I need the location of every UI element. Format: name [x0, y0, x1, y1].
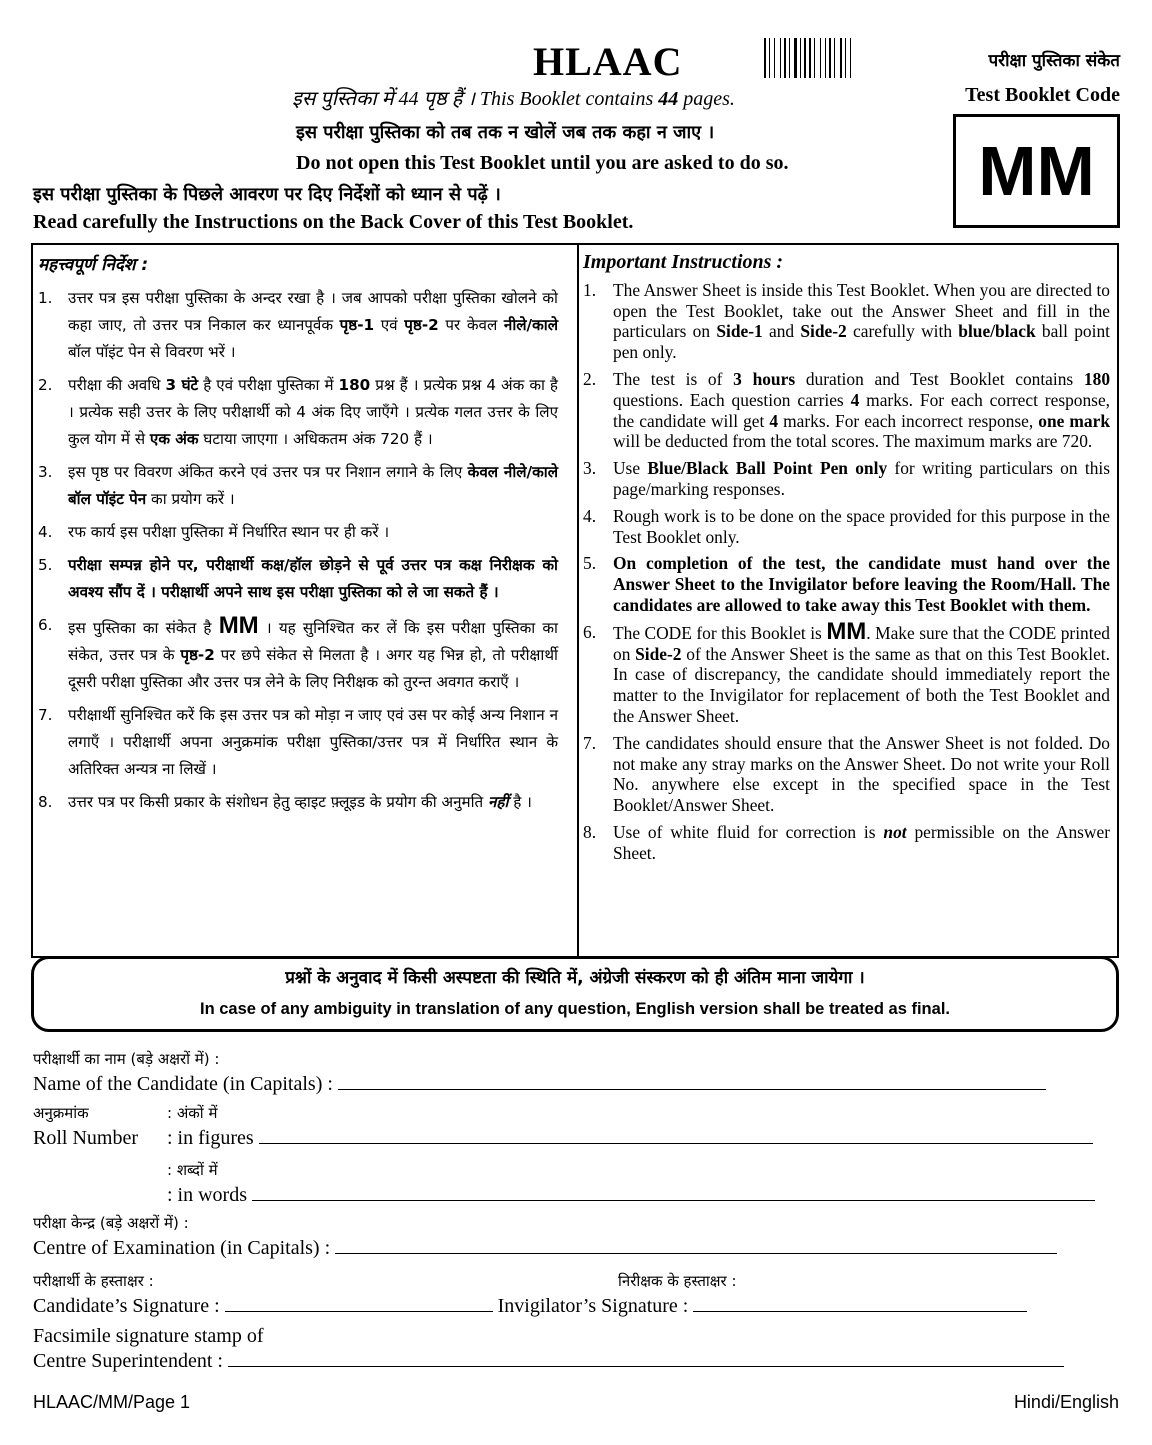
- barcode-bar: [798, 38, 799, 78]
- barcode-bar: [827, 38, 828, 78]
- barcode-bar: [812, 38, 813, 78]
- barcode-bar: [845, 38, 846, 78]
- roll-words-label-hindi: : शब्दों में: [167, 1161, 218, 1179]
- barcode-bar: [802, 38, 803, 78]
- barcode-bar: [809, 38, 811, 78]
- barcode-bar: [834, 38, 835, 78]
- barcode-bar: [822, 38, 824, 78]
- translation-notice-hindi: प्रश्नों के अनुवाद में किसी अस्पष्टता की स्थिति में, अंग्रेजी संस्करण को ही अंतिम माना जायेगा ।: [285, 968, 865, 988]
- roll-words-row: [167, 1184, 1095, 1207]
- barcode-bar: [764, 38, 766, 78]
- booklet-code-label-hindi: परीक्षा पुस्तिका संकेत: [988, 51, 1120, 71]
- language-label: Hindi/English: [1013, 1392, 1119, 1412]
- instruction-en-6: 6. The CODE for this Booklet is MM. Make sure that the CODE printed on Side-2 of the Answer Sheet is the same as that on this Test Booklet. In case of discrepancy, the candidate should immediately report the matter to the Invigilator for replacement of both the Test Booklet and the Answer Sheet.: [583, 617, 1110, 726]
- page-reference: HLAAC/MM/Page 1: [33, 1392, 191, 1412]
- instruction-en-2: 2. The test is of 3 hours duration and Test Booklet contains 180 questions. Each question carries 4 marks. For each correct response, the candidate will get 4 marks. For each incorrect response, one mark will be deducted from the total scores. The maximum marks are 720.: [583, 368, 1111, 452]
- barcode-bar: [847, 38, 849, 78]
- column-divider: [577, 245, 579, 956]
- name-label: Name of the Candidate (in Capitals) :: [33, 1073, 333, 1095]
- centre-row: [33, 1237, 1057, 1260]
- barcode-bar: [807, 38, 808, 78]
- barcode-bar: [780, 38, 781, 78]
- centre-field[interactable]: [335, 1237, 1057, 1254]
- facsimile-label-line1: Facsimile signature stamp of: [33, 1325, 264, 1347]
- translation-notice: [31, 956, 1119, 1032]
- name-label-hindi: परीक्षार्थी का नाम (बड़े अक्षरों में) :: [33, 1050, 220, 1068]
- barcode-bar: [794, 38, 797, 78]
- roll-words-label: : in words: [167, 1184, 247, 1206]
- facsimile-label-line2: Centre Superintendent :: [33, 1350, 223, 1372]
- barcode-bar: [836, 38, 839, 78]
- barcode-bar: [820, 38, 821, 78]
- centre-label: Centre of Examination (in Capitals) :: [33, 1237, 331, 1259]
- read-back-cover-hindi: इस परीक्षा पुस्तिका के पिछले आवरण पर दिए निर्देशों को ध्यान से पढ़ें ।: [33, 184, 501, 205]
- instruction-en-5: 5. On completion of the test, the candidate must hand over the Answer Sheet to the Invigilator before leaving the Room/Hall. The candidates are allowed to take away this Test Booklet with them.: [583, 553, 1110, 615]
- page-count-line: [292, 84, 735, 111]
- name-field[interactable]: [338, 1073, 1046, 1090]
- invigilator-signature-label-hindi: निरीक्षक के हस्ताक्षर :: [618, 1272, 737, 1290]
- name-row: [33, 1073, 1046, 1096]
- barcode-bar: [776, 38, 779, 78]
- barcode: [764, 38, 862, 78]
- facsimile-row: [33, 1350, 1064, 1373]
- page-count-en-suffix: pages.: [683, 88, 735, 110]
- series-code: HLAAC: [533, 39, 683, 84]
- invigilator-signature-field[interactable]: [693, 1295, 1027, 1312]
- instruction-hi-6: 6. इस पुस्तिका का संकेत है MM । यह सुनिश्चित कर लें कि इस परीक्षा पुस्तिका का संकेत, उत्तर पत्र के पृष्ठ-2 पर छपे संकेत से मिलता है । अगर यह भिन्न हो, तो परीक्षार्थी दूसरी परीक्षा पुस्तिका और उत्तर पत्र लेने के लिए निरीक्षक को तुरन्त अवगत कराएँ ।: [38, 612, 558, 691]
- barcode-bar: [840, 38, 842, 78]
- instruction-hi-7: 7. परीक्षार्थी सुनिश्चित करें कि इस उत्तर पत्र को मोड़ा न जाए एवं उस पर कोई अन्य निशान न लगाएँ । परीक्षार्थी अपना अनुक्रमांक परीक्षा पुस्तिका/उत्तर पत्र में निर्धारित स्थान के अतिरिक्त अन्यत्र ना लिखें ।: [38, 706, 558, 778]
- instruction-en-7: 7. The candidates should ensure that the Answer Sheet is not folded. Do not make any stray marks on the Answer Sheet. Do not write your Roll No. anywhere else except in the specified space in the Test Booklet/Answer Sheet.: [583, 732, 1110, 816]
- booklet-code-label: Test Booklet Code: [965, 84, 1120, 106]
- page-count-en-prefix: This Booklet contains: [479, 88, 654, 110]
- barcode-bar: [769, 38, 770, 78]
- invigilator-signature-label: Invigilator’s Signature :: [497, 1295, 689, 1317]
- instructions-hindi: [38, 252, 558, 822]
- barcode-bar: [771, 38, 773, 78]
- barcode-bar: [843, 38, 844, 78]
- barcode-bar: [787, 38, 788, 78]
- instruction-en-3: 3. Use Blue/Black Ball Point Pen only for writing particulars on this page/marking responses.: [583, 458, 1110, 499]
- instruction-en-8: 8. Use of white fluid for correction is not permissible on the Answer Sheet.: [583, 821, 1110, 863]
- barcode-bar: [852, 38, 853, 78]
- barcode-bar: [825, 38, 826, 78]
- barcode-bar: [767, 38, 768, 78]
- booklet-code-inline: MM: [218, 612, 259, 639]
- instruction-hi-8: 8. उत्तर पत्र पर किसी प्रकार के संशोधन हेतु व्हाइट फ़्लूइड के प्रयोग की अनुमति नहीं है ।: [38, 793, 532, 811]
- instruction-en-1: 1. The Answer Sheet is inside this Test Booklet. When you are directed to open the Test Booklet, take out the Answer Sheet and fill in the particulars on Side-1 and Side-2 carefully with blue/black ball point pen only.: [583, 279, 1110, 363]
- barcode-bar: [789, 38, 790, 78]
- barcode-bar: [814, 38, 815, 78]
- instruction-hi-4: 4. रफ कार्य इस परीक्षा पुस्तिका में निर्धारित स्थान पर ही करें ।: [38, 523, 390, 541]
- signature-row: [33, 1295, 1027, 1318]
- instruction-hi-1: 1. उत्तर पत्र इस परीक्षा पुस्तिका के अन्दर रखा है । जब आपको परीक्षा पुस्तिका खोलने को कहा जाए, तो उत्तर पत्र निकाल कर ध्यानपूर्वक पृष्ठ-1 एवं पृष्ठ-2 पर केवल नीले/काले बॉल पॉइंट पेन से विवरण भरें ।: [38, 289, 558, 361]
- centre-label-hindi: परीक्षा केन्द्र (बड़े अक्षरों में) :: [33, 1214, 189, 1232]
- booklet-code-box: MM: [953, 114, 1120, 228]
- barcode-bar: [782, 38, 783, 78]
- roll-label: Roll Number: [33, 1127, 138, 1149]
- roll-figures-label-hindi: : अंकों में: [167, 1104, 218, 1122]
- instruction-hi-2: 2. परीक्षा की अवधि 3 घंटे है एवं परीक्षा पुस्तिका में 180 प्रश्न हैं । प्रत्येक प्रश्न 4 अंक का है । प्रत्येक सही उत्तर के लिए परीक्षार्थी को 4 अंक दिए जाएँगे । प्रत्येक गलत उत्तर के लिए कुल योग में से एक अंक घटाया जाएगा । अधिकतम अंक 720 हैं ।: [38, 376, 558, 448]
- instructions-hindi-heading: महत्त्वपूर्ण निर्देश :: [38, 255, 149, 275]
- read-back-cover-english: Read carefully the Instructions on the Back Cover of this Test Booklet.: [33, 211, 634, 233]
- do-not-open-english: Do not open this Test Booklet until you are asked to do so.: [296, 152, 789, 174]
- instructions-english-heading: Important Instructions :: [583, 251, 784, 273]
- roll-words-field[interactable]: [252, 1184, 1095, 1201]
- instruction-en-4: 4. Rough work is to be done on the space provided for this purpose in the Test Booklet only.: [583, 505, 1110, 547]
- roll-figures-field[interactable]: [259, 1127, 1093, 1144]
- roll-figures-row: [167, 1127, 1093, 1150]
- barcode-bar: [800, 38, 801, 78]
- barcode-bar: [784, 38, 786, 78]
- translation-notice-english: In case of any ambiguity in translation of any question, English version shall be treated as final.: [199, 1000, 950, 1018]
- barcode-bar: [832, 38, 833, 78]
- barcode-bar: [850, 38, 851, 78]
- superintendent-stamp-field[interactable]: [228, 1350, 1064, 1367]
- booklet-code-inline: MM: [826, 617, 867, 645]
- roll-label-hindi: अनुक्रमांक: [33, 1104, 89, 1122]
- candidate-signature-field[interactable]: [225, 1295, 493, 1312]
- barcode-bar: [829, 38, 831, 78]
- barcode-bar: [816, 38, 819, 78]
- do-not-open-hindi: इस परीक्षा पुस्तिका को तब तक न खोलें जब तक कहा न जाए ।: [296, 122, 715, 143]
- candidate-signature-label: Candidate’s Signature :: [33, 1295, 220, 1317]
- page-count-number: 44: [658, 88, 679, 110]
- barcode-bar: [804, 38, 806, 78]
- page-count-hindi: इस पुस्तिका में 44 पृष्ठ हैं ।: [292, 88, 475, 110]
- instruction-hi-5: 5. परीक्षा सम्पन्न होने पर, परीक्षार्थी कक्ष/हॉल छोड़ने से पूर्व उत्तर पत्र कक्ष निरीक्षक को अवश्य सौंप दें । परीक्षार्थी अपने साथ इस परीक्षा पुस्तिका को ले जा सकते हैं ।: [38, 556, 558, 601]
- barcode-bar: [791, 38, 793, 78]
- instruction-hi-3: 3. इस पृष्ठ पर विवरण अंकित करने एवं उत्तर पत्र पर निशान लगाने के लिए केवल नीले/काले बॉल पॉइंट पेन का प्रयोग करें ।: [38, 463, 558, 508]
- candidate-signature-label-hindi: परीक्षार्थी के हस्ताक्षर :: [33, 1272, 154, 1290]
- instructions-english: [583, 252, 1110, 870]
- barcode-bar: [774, 38, 775, 78]
- roll-figures-label: : in figures: [167, 1127, 254, 1149]
